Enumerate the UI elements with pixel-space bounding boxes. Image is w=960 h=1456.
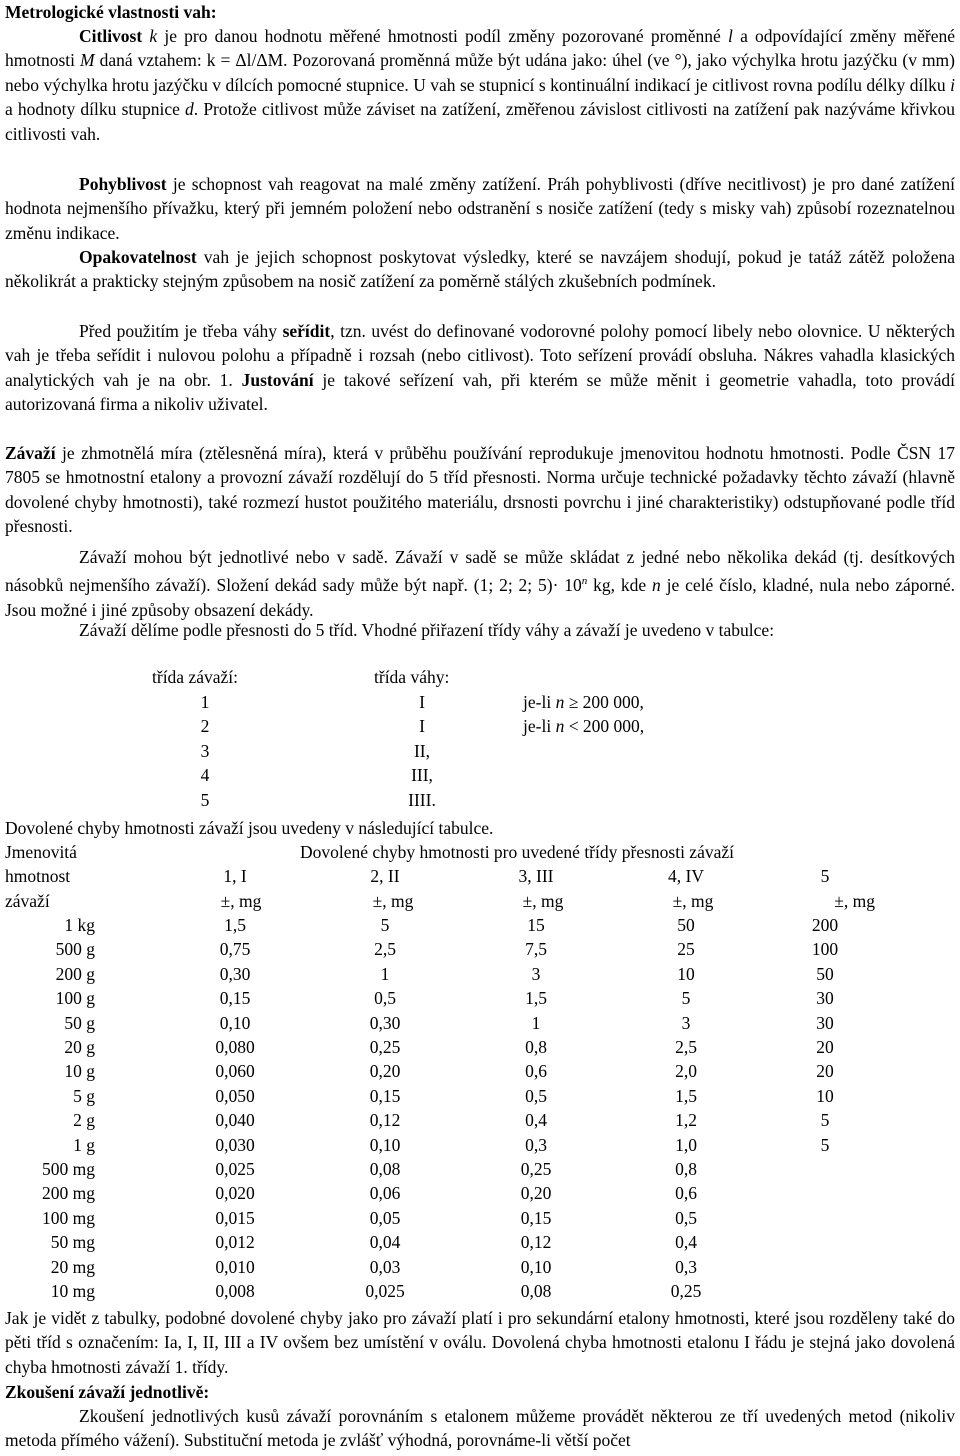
text: je takové seřízení vah, při kterém se může měnit i geometrie vahadla, toto provádí autorizovaná firma a nikoliv uživatel. [5, 369, 955, 415]
error-value-cell: 0,060 [215, 1061, 255, 1082]
var-k: k [149, 26, 158, 46]
error-value-cell: 0,15 [219, 988, 251, 1009]
text: je celé číslo, kladné, nula nebo záporné. Jsou možné i jiné způsoby obsazení dekády. [5, 575, 955, 620]
error-value-cell: 0,3 [675, 1256, 697, 1277]
error-value-cell: 0,30 [219, 963, 251, 984]
weight-class-cell: 4 [200, 765, 210, 786]
text: a hodnoty dílku stupnice [5, 99, 186, 120]
nominal-mass-cell: 100 mg [42, 1207, 95, 1228]
paragraph-repeatability [5, 245, 955, 294]
error-value-cell: 0,4 [525, 1110, 547, 1131]
error-value-cell: 0,10 [520, 1256, 552, 1277]
error-value-cell: 0,75 [219, 939, 251, 960]
text: . Protože citlivost může záviset na zatížení, změřenou závislost citlivosti na zatížení pak nazýváme křivkou citlivosti vah. [5, 99, 955, 144]
nominal-mass-cell: 500 g [55, 939, 95, 960]
condition-cell [523, 690, 644, 714]
nominal-mass-cell: 200 g [55, 963, 95, 984]
error-value-cell: 0,8 [675, 1159, 697, 1179]
error-value-cell: 0,015 [215, 1207, 255, 1228]
error-value-cell: 0,12 [520, 1232, 552, 1253]
nominal-mass-cell: 20 g [64, 1037, 95, 1057]
paragraph-classes-intro: Závaží dělíme podle přesnosti do 5 tříd. Vhodné přiřazení třídy váhy a závaží je uvedeno v tabulce: [79, 620, 775, 640]
error-value-cell: 0,3 [525, 1134, 547, 1155]
nominal-mass-cell: 2 g [73, 1110, 95, 1131]
error-value-cell: 0,010 [215, 1256, 255, 1277]
text: , tzn. uvést do definované vodorovné polohy pomocí libely nebo olovnice. U některých vah je třeba seřídit i nulovou polohu a případně i rozsah (nebo citlivost). Toto seřízení provádí obsluha. Nákres vahadla klasických analytických vah je na obr. 1. [5, 321, 955, 390]
error-value-cell: 2,5 [374, 939, 396, 960]
paragraph-testing: Zkoušení jednotlivých kusů závaží porovnáním s etalonem můžeme provádět některou ze tří uvedených metod (nikoliv metoda přímého vážení). Substituční metoda je zvlášť výhodná, porovnáme-li větší počet [5, 1406, 955, 1451]
paragraph-errors-intro: Dovolené chyby hmotnosti závaží jsou uvedeny v následující tabulce. [5, 818, 494, 838]
error-class-header: 3, III [518, 866, 554, 886]
error-class-header: 5 [820, 866, 830, 886]
error-value-cell: 50 [677, 915, 695, 935]
error-value-cell: 10 [677, 963, 695, 984]
weight-class-cell: 1 [200, 692, 210, 712]
scale-class-cell: III, [411, 765, 433, 786]
nominal-mass-cell: 20 mg [50, 1256, 95, 1277]
condition-rest: < 200 000, [564, 716, 645, 737]
error-value-cell: 0,15 [369, 1085, 401, 1106]
paragraph-secondary-standards: Jak je vidět z tabulky, podobné dovolené chyby jako pro závaží platí i pro sekundární etalony hmotnosti, které jsou rozděleny také do pěti tříd s označením: Ia, I, II, III a IV ovšem bez umístění v oválu. Dovolená chyba hmotnosti etalonu I řádu je stejná jako dovolená chyba hmotnosti závaží 1. třídy. [5, 1308, 955, 1377]
text: Závaží mohou být jednotlivé nebo v sadě. Závaží v sadě se může skládat z jedné nebo několika dekád (tj. desítkových násobků nejmenšího závaží). Složení dekád sady může být např. (1; 2; 2; 5)· 10 [5, 547, 955, 596]
var-d: d [185, 99, 194, 120]
text: je zhmotnělá míra (ztělesněná míra), která v průběhu používání reprodukuje jmenovitou hodnotu hmotnosti. Podle ČSN 17 7805 se hmotnostní etalony a provozní závaží rozdělují do 5 tříd přesnosti. Norma určuje technické požadavky těchto závaží (hlavně dovolené chyby hmotnosti), také rozmezí hustot použitého materiálu, drsnosti povrchu i jiné charakteristiky) odstupňované podle tříd přesnosti. [5, 443, 955, 537]
error-value-cell: 0,020 [215, 1183, 255, 1204]
error-unit-header: ±, mg [672, 891, 714, 911]
paragraph-sensitivity [5, 24, 955, 146]
weight-class-cell: 2 [200, 716, 210, 737]
error-value-cell: 0,08 [369, 1159, 401, 1179]
error-value-cell: 15 [527, 915, 545, 935]
error-value-cell: 0,15 [520, 1207, 552, 1228]
error-value-cell: 0,012 [215, 1232, 255, 1253]
paragraph-weights [5, 441, 955, 539]
error-value-cell: 0,025 [215, 1159, 255, 1179]
var-M: M [80, 50, 95, 71]
error-value-cell: 100 [811, 939, 839, 960]
error-value-cell: 0,10 [369, 1134, 401, 1155]
error-value-cell: 5 [820, 1110, 830, 1131]
text: Před použitím je třeba váhy [79, 321, 283, 341]
nominal-mass-cell: 50 mg [50, 1232, 95, 1253]
error-value-cell: 0,10 [219, 1012, 251, 1033]
section-heading-testing: Zkoušení závaží jednotlivě: [5, 1382, 210, 1402]
text: kg, kde [587, 575, 653, 596]
formula-rhs: Δl/ΔM [235, 50, 284, 71]
error-value-cell: 0,4 [675, 1232, 697, 1253]
error-value-cell: 5 [681, 988, 691, 1009]
var-i: i [950, 74, 955, 95]
error-value-cell: 0,050 [215, 1085, 255, 1106]
error-value-cell: 0,05 [369, 1207, 401, 1228]
var-n: n [652, 575, 661, 596]
error-class-header: 4, IV [668, 866, 704, 886]
text: . Pozorovaná proměnná může být udána jako: úhel (ve °), jako výchylka hrotu jazýčku (v mm) nebo výchylka hrotu jazýčku v dílcích pomocné stupnice. U vah se stupnicí s kontinuální indikací je citlivost rovna podílu délky dílku [5, 50, 955, 95]
error-value-cell: 0,25 [520, 1159, 552, 1179]
error-value-cell: 1,5 [675, 1085, 697, 1106]
nominal-mass-cell: 1 g [73, 1134, 95, 1155]
header-scale-class: třída váhy: [374, 667, 450, 687]
nominal-mass-cell: 5 g [73, 1085, 95, 1106]
error-class-header: 1, I [223, 866, 247, 886]
error-value-cell: 50 [816, 963, 834, 984]
error-value-cell: 0,20 [369, 1061, 401, 1082]
scale-class-cell: IIII. [408, 789, 436, 810]
error-value-cell: 20 [816, 1037, 834, 1057]
section-heading-metrological: Metrologické vlastnosti vah: [5, 2, 217, 22]
condition-cell [523, 714, 644, 738]
nominal-mass-cell: 10 g [64, 1061, 95, 1082]
term-seridit: seřídit [282, 321, 331, 341]
condition-rest: ≥ 200 000, [564, 692, 644, 712]
term-citlivost: Citlivost [79, 26, 143, 46]
error-value-cell: 3 [531, 963, 541, 984]
error-unit-header: ±, mg [522, 891, 564, 911]
error-value-cell: 20 [816, 1061, 834, 1082]
nominal-mass-cell: 100 g [55, 988, 95, 1009]
error-value-cell: 30 [816, 988, 834, 1009]
error-value-cell: 0,25 [670, 1281, 702, 1301]
error-value-cell: 0,5 [374, 988, 396, 1009]
var-l: l [728, 26, 733, 46]
error-value-cell: 0,030 [215, 1134, 255, 1155]
error-value-cell: 0,03 [369, 1256, 401, 1277]
error-unit-header: ±, mg [220, 891, 262, 911]
error-value-cell: 1,0 [675, 1134, 697, 1155]
nominal-mass-cell: 500 mg [42, 1159, 95, 1179]
error-value-cell: 5 [380, 915, 390, 935]
error-value-cell: 3 [681, 1012, 691, 1033]
text: je schopnost vah reagovat na malé změny zatížení. Práh pohyblivosti (dříve necitlivost) je pro dané zatížení hodnota nejmenšího přívažku, který při jemném položení nebo odstranění s nosiče zatížení (tedy s misky vah) způsobí rozeznatelnou změnu indikace. [5, 174, 955, 243]
error-value-cell: 1,5 [224, 915, 246, 935]
nominal-mass-cell: 1 kg [64, 915, 95, 935]
scale-class-cell: I [419, 692, 425, 712]
error-value-cell: 0,008 [215, 1281, 255, 1301]
error-value-cell: 0,08 [520, 1281, 552, 1301]
nominal-mass-cell: 50 g [64, 1012, 95, 1033]
error-value-cell: 10 [816, 1085, 834, 1106]
text: je pro danou hodnotu měřené hmotnosti podíl změny pozorované proměnné [157, 26, 729, 46]
error-value-cell: 0,06 [369, 1183, 401, 1204]
text: vah je jejich schopnost poskytovat výsledky, které se navzájem shodují, pokud je tatáž zátěž položena několikrát a prakticky stejným způsobem na nosič zatížení za poměrně stálých zkušebních podmínek. [5, 247, 955, 292]
nominal-mass-cell: 200 mg [42, 1183, 95, 1204]
error-value-cell: 1,2 [675, 1110, 697, 1131]
nominal-mass-cell: 10 mg [50, 1281, 95, 1301]
error-value-cell: 25 [677, 939, 695, 960]
condition-prefix: je-li [523, 716, 556, 737]
term-opakovatelnost: Opakovatelnost [79, 247, 197, 267]
error-value-cell: 0,25 [369, 1037, 401, 1057]
error-value-cell: 30 [816, 1012, 834, 1033]
condition-var: n [555, 716, 565, 737]
error-value-cell: 1,5 [525, 988, 547, 1009]
error-class-header: hmotnost [5, 866, 71, 886]
error-value-cell: 7,5 [525, 939, 547, 960]
error-unit-header: ±, mg [372, 891, 414, 911]
weight-class-cell: 5 [200, 789, 210, 810]
term-justovani: Justování [241, 369, 314, 390]
error-value-cell: 0,20 [520, 1183, 552, 1204]
error-value-cell: 1 [531, 1012, 541, 1033]
error-value-cell: 2,5 [675, 1037, 697, 1057]
error-value-cell: 0,5 [675, 1207, 697, 1228]
condition-var: n [555, 692, 565, 712]
error-value-cell: 5 [820, 1134, 830, 1155]
term-zavazi: Závaží [5, 443, 56, 463]
weight-class-cell: 3 [200, 740, 210, 761]
error-header-caption: Dovolené chyby hmotnosti pro uvedené třídy přesnosti závaží [300, 842, 734, 862]
text: a odpovídající změny měřené hmotnosti [5, 26, 956, 71]
condition-prefix: je-li [523, 692, 556, 712]
error-unit-header: závaží [5, 891, 50, 911]
superscript-n: n [581, 575, 588, 588]
error-value-cell: 200 [811, 915, 839, 935]
error-value-cell: 1 [380, 963, 390, 984]
text: daná vztahem: k = [94, 50, 236, 71]
paragraph-weight-sets [5, 545, 955, 622]
paragraph-adjustment [5, 319, 955, 417]
error-value-cell: 0,5 [525, 1085, 547, 1106]
error-value-cell: 2,0 [675, 1061, 697, 1082]
error-unit-header: ±, mg [834, 891, 875, 911]
term-pohyblivost: Pohyblivost [79, 174, 167, 194]
error-value-cell: 0,040 [215, 1110, 255, 1131]
error-value-cell: 0,080 [215, 1037, 255, 1057]
error-header-nominal: Jmenovitá [5, 842, 77, 862]
error-value-cell: 0,025 [365, 1281, 405, 1301]
paragraph-mobility [5, 172, 955, 245]
error-class-header: 2, II [370, 866, 400, 886]
error-value-cell: 0,6 [675, 1183, 697, 1204]
scale-class-cell: II, [413, 740, 431, 761]
error-value-cell: 0,12 [369, 1110, 401, 1131]
scale-class-cell: I [419, 716, 425, 737]
error-value-cell: 0,8 [525, 1037, 547, 1057]
error-value-cell: 0,04 [369, 1232, 401, 1253]
error-value-cell: 0,6 [525, 1061, 547, 1082]
error-value-cell: 0,30 [369, 1012, 401, 1033]
header-weight-class: třída závaží: [152, 667, 238, 687]
